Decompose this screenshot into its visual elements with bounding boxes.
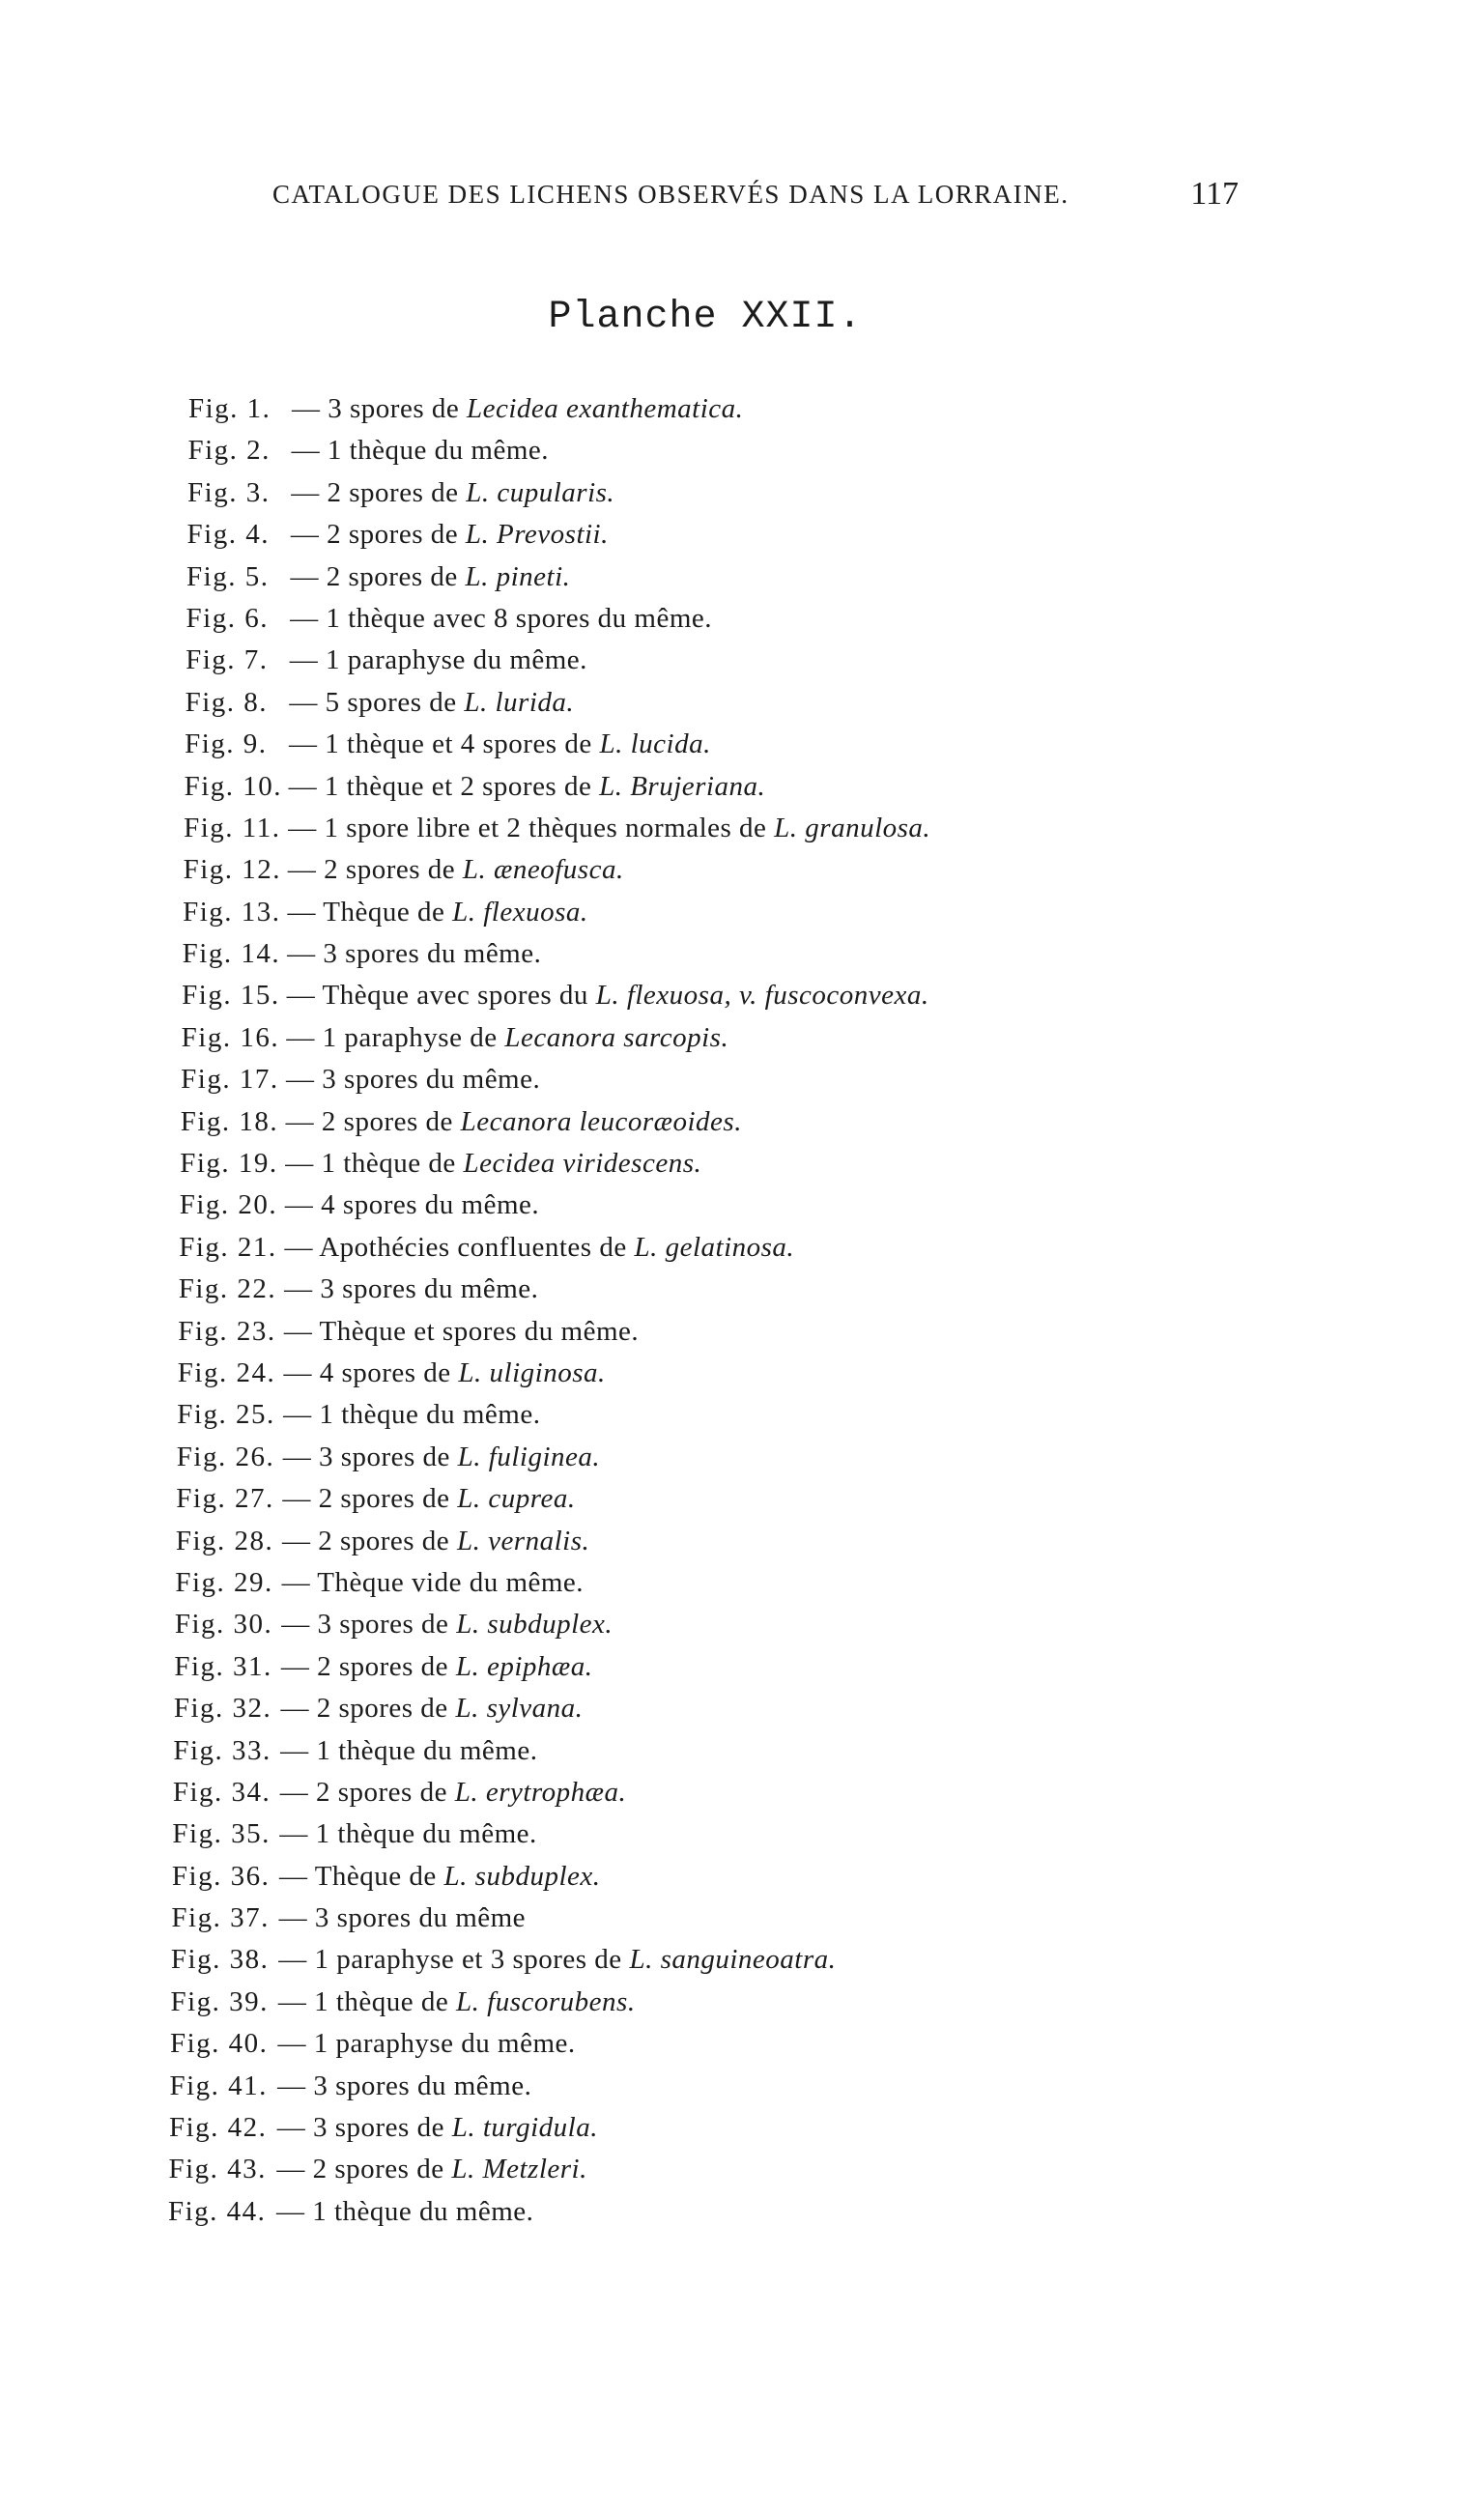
figure-description-text: — Thèque avec spores du	[286, 980, 596, 1012]
figure-description-text: — 4 spores du même.	[284, 1189, 540, 1221]
taxon-name: L. cuprea.	[457, 1483, 576, 1515]
figure-description	[292, 430, 549, 471]
figure-caption	[0, 2066, 1256, 2107]
figure-label: Fig. 4.	[186, 519, 270, 551]
figure-description-text: — 2 spores de	[285, 1105, 461, 1137]
figure-label: Fig. 29.	[175, 1566, 273, 1598]
figure-caption	[0, 2023, 1256, 2065]
taxon-name: L. æneofusca.	[462, 854, 624, 886]
figure-description	[278, 1939, 836, 1981]
figure-description-text: — 1 thèque du même.	[291, 435, 550, 467]
figure-label: Fig. 44.	[168, 2195, 267, 2227]
figure-description-text: — 3 spores de	[276, 2112, 452, 2144]
figure-label: Fig. 30.	[174, 1609, 273, 1641]
figure-caption	[0, 1562, 1256, 1604]
figure-caption	[0, 682, 1256, 724]
taxon-name: Lecanora leucoræoides.	[460, 1105, 742, 1137]
figure-description-text: — 2 spores de	[291, 476, 467, 508]
figure-description-text: — 2 spores de	[279, 1776, 455, 1808]
taxon-name: L. sylvana.	[455, 1693, 584, 1725]
figure-description	[288, 849, 624, 891]
figure-description	[278, 1982, 636, 2023]
figure-caption	[0, 724, 1256, 765]
figure-description	[283, 1437, 600, 1478]
figure-caption	[0, 1101, 1256, 1143]
figure-caption	[0, 557, 1256, 598]
figure-description-text: — 3 spores du même	[278, 1902, 527, 1934]
figure-description-text: — 2 spores de	[287, 854, 463, 886]
figure-description-text: — 1 paraphyse de	[286, 1021, 505, 1053]
figure-caption	[0, 1185, 1256, 1226]
figure-label: Fig. 15.	[182, 980, 280, 1012]
figure-label: Fig. 33.	[173, 1734, 271, 1766]
figure-description	[279, 1856, 601, 1898]
running-title: CATALOGUE DES LICHENS OBSERVÉS DANS LA LORRAINE.	[272, 180, 1070, 209]
taxon-name: L. lurida.	[464, 686, 575, 718]
figure-label: Fig. 35.	[172, 1818, 271, 1850]
taxon-name: Lecanora sarcopis.	[504, 1021, 729, 1053]
figure-description	[282, 1521, 589, 1562]
figure-caption	[0, 1143, 1256, 1185]
figure-caption	[0, 1688, 1256, 1729]
taxon-name: L. fuliginea.	[457, 1441, 601, 1472]
figure-description	[279, 1813, 536, 1855]
figure-caption	[0, 2191, 1256, 2233]
taxon-name: L. granulosa.	[774, 812, 931, 843]
figure-description	[284, 1269, 538, 1310]
figure-caption	[0, 640, 1256, 681]
figure-description	[281, 1646, 593, 1688]
figure-description-text: — 3 spores du même.	[277, 2070, 532, 2101]
figure-caption	[0, 1646, 1256, 1688]
taxon-name: L. Metzleri.	[451, 2154, 587, 2185]
figure-description	[286, 1059, 540, 1100]
figure-description-text: — 1 paraphyse et 3 spores de	[278, 1944, 630, 1976]
figure-label: Fig. 31.	[174, 1650, 272, 1682]
figure-label: Fig. 10.	[184, 770, 283, 802]
figure-caption	[0, 1311, 1256, 1353]
figure-label: Fig. 28.	[175, 1525, 274, 1556]
figure-caption	[0, 1939, 1256, 1981]
figure-caption	[0, 975, 1256, 1016]
figure-label: Fig. 6.	[186, 602, 269, 634]
figure-label: Fig. 20.	[179, 1189, 278, 1221]
figure-description-text: — Thèque et spores du même.	[283, 1315, 640, 1347]
figure-description-text: — 2 spores de	[280, 1650, 456, 1682]
taxon-name: L. sanguineoatra.	[629, 1944, 837, 1976]
figure-description-text: — 2 spores de	[290, 560, 466, 592]
taxon-name: L. subduplex.	[443, 1860, 601, 1892]
figure-label: Fig. 37.	[171, 1902, 270, 1934]
figure-description-text: — 1 thèque du même.	[276, 2195, 534, 2227]
figure-description	[287, 975, 929, 1016]
taxon-name: Lecidea viridescens.	[463, 1148, 702, 1180]
figure-description-text: — 2 spores de	[281, 1525, 457, 1556]
figure-caption	[0, 808, 1256, 849]
figure-description-text: — 1 thèque et 4 spores de	[289, 728, 600, 760]
figure-description	[280, 1772, 627, 1813]
figure-label: Fig. 9.	[185, 728, 268, 760]
figure-caption	[0, 2149, 1256, 2190]
figure-caption	[0, 472, 1256, 514]
figure-description	[283, 1394, 540, 1436]
figure-description-text: — 1 thèque avec 8 spores du même.	[290, 602, 712, 634]
figure-caption	[0, 1227, 1256, 1269]
figure-description-text: — 3 spores de	[292, 393, 467, 424]
figure-description	[288, 808, 930, 849]
figure-caption	[0, 1394, 1256, 1436]
figure-label: Fig. 14.	[182, 938, 281, 970]
figure-caption	[0, 1059, 1256, 1100]
figure-description-text: — 3 spores du même.	[287, 938, 542, 970]
figure-description	[289, 724, 711, 765]
figure-label: Fig. 26.	[176, 1441, 275, 1472]
figure-description-text: — 3 spores du même.	[286, 1064, 541, 1096]
figure-caption	[0, 1269, 1256, 1310]
figure-caption-list	[0, 388, 1256, 2233]
figure-caption	[0, 1982, 1256, 2023]
taxon-name: L. cupularis.	[466, 476, 615, 508]
figure-description	[279, 1898, 526, 1939]
figure-label: Fig. 40.	[169, 2028, 269, 2060]
figure-label: Fig. 36.	[171, 1860, 271, 1892]
figure-label: Fig. 3.	[187, 476, 271, 508]
page-number: 117	[1190, 176, 1239, 212]
taxon-name: L. pineti.	[465, 560, 571, 592]
figure-description	[282, 1562, 584, 1604]
figure-label: Fig. 7.	[186, 644, 269, 676]
figure-label: Fig. 11.	[184, 812, 281, 843]
figure-label: Fig. 16.	[181, 1021, 280, 1053]
figure-caption	[0, 1437, 1256, 1478]
figure-caption	[0, 598, 1256, 640]
figure-label: Fig. 42.	[168, 2112, 268, 2144]
figure-description	[283, 1353, 605, 1394]
figure-caption	[0, 514, 1256, 556]
figure-label: Fig. 23.	[178, 1315, 276, 1347]
figure-description-text: — 2 spores de	[290, 519, 466, 551]
figure-description-text: — 1 thèque et 2 spores de	[288, 770, 600, 802]
taxon-name: Lecidea exanthematica.	[466, 393, 744, 424]
taxon-name: L. Prevostii.	[465, 519, 609, 551]
taxon-name: L. subduplex.	[456, 1609, 614, 1641]
figure-description-text: — 1 paraphyse du même.	[289, 644, 587, 676]
figure-description	[277, 2023, 575, 2065]
taxon-name: L. turgidula.	[451, 2112, 598, 2144]
figure-caption	[0, 1353, 1256, 1394]
figure-label: Fig. 2.	[187, 435, 271, 467]
figure-description	[284, 1311, 639, 1353]
figure-description-text: — 2 spores de	[280, 1693, 456, 1725]
taxon-name: L. uliginosa.	[458, 1356, 606, 1388]
figure-description-text: — 2 spores de	[282, 1483, 458, 1515]
figure-caption	[0, 1017, 1256, 1059]
figure-description	[287, 933, 541, 975]
taxon-name: L. flexuosa.	[452, 896, 588, 928]
figure-label: Fig. 27.	[176, 1483, 274, 1515]
figure-description-text: — 4 spores de	[283, 1356, 459, 1388]
figure-label: Fig. 22.	[178, 1273, 277, 1305]
figure-label: Fig. 38.	[170, 1944, 270, 1976]
taxon-name: L. Brujeriana.	[599, 770, 766, 802]
figure-caption	[0, 766, 1256, 808]
taxon-name: L. fuscorubens.	[456, 1985, 636, 2017]
figure-description	[289, 682, 574, 724]
figure-description-text: — 1 paraphyse du même.	[277, 2028, 576, 2060]
figure-caption	[0, 388, 1256, 430]
figure-description	[286, 1101, 742, 1143]
figure-description	[276, 2149, 587, 2190]
figure-caption	[0, 892, 1256, 933]
figure-label: Fig. 41.	[169, 2070, 268, 2101]
figure-description	[282, 1478, 575, 1520]
figure-description	[290, 640, 587, 681]
figure-description-text: — 1 spore libre et 2 thèques normales de	[288, 812, 775, 843]
figure-caption	[0, 1856, 1256, 1898]
taxon-name: L. gelatinosa.	[634, 1231, 795, 1263]
figure-label: Fig. 8.	[185, 686, 269, 718]
figure-description	[276, 2191, 533, 2233]
figure-caption	[0, 1730, 1256, 1772]
figure-label: Fig. 12.	[183, 854, 282, 886]
taxon-name: L. erytrophæa.	[454, 1776, 627, 1808]
figure-label: Fig. 32.	[173, 1693, 272, 1725]
figure-description	[290, 598, 712, 640]
figure-description	[280, 1688, 583, 1729]
figure-description	[291, 557, 571, 598]
figure-description	[286, 1017, 728, 1059]
figure-description	[280, 1730, 537, 1772]
figure-caption	[0, 2107, 1256, 2149]
figure-description-text: — 1 thèque du même.	[280, 1734, 538, 1766]
figure-description-text: — 1 thèque de	[285, 1148, 464, 1180]
figure-label: Fig. 25.	[177, 1399, 275, 1431]
figure-description-text: — Apothécies confluentes de	[284, 1231, 635, 1263]
figure-caption	[0, 933, 1256, 975]
figure-caption	[0, 1772, 1256, 1813]
figure-label: Fig. 24.	[177, 1356, 276, 1388]
figure-caption	[0, 1898, 1256, 1939]
figure-description-text: — 3 spores de	[282, 1441, 458, 1472]
figure-description-text: — 5 spores de	[289, 686, 465, 718]
figure-description	[291, 472, 614, 514]
figure-label: Fig. 5.	[186, 560, 270, 592]
figure-label: Fig. 19.	[180, 1148, 278, 1180]
figure-description	[288, 892, 588, 933]
figure-label: Fig. 1.	[188, 393, 271, 424]
plate-title: Planche XXII.	[548, 296, 863, 339]
figure-description-text: — 1 thèque du même.	[279, 1818, 537, 1850]
figure-caption	[0, 430, 1256, 471]
figure-caption	[0, 849, 1256, 891]
figure-label: Fig. 17.	[181, 1064, 279, 1096]
figure-caption	[0, 1478, 1256, 1520]
figure-label: Fig. 43.	[168, 2154, 267, 2185]
figure-caption	[0, 1604, 1256, 1645]
figure-caption	[0, 1521, 1256, 1562]
figure-description	[285, 1185, 539, 1226]
figure-description-text: — 3 spores de	[281, 1609, 457, 1641]
figure-caption	[0, 1813, 1256, 1855]
figure-description	[281, 1604, 613, 1645]
running-head	[272, 170, 1239, 218]
figure-description-text: — 2 spores de	[276, 2154, 452, 2185]
figure-description	[277, 2107, 598, 2149]
figure-label: Fig. 34.	[172, 1776, 271, 1808]
figure-description	[291, 514, 609, 556]
figure-description	[289, 766, 766, 808]
figure-label: Fig. 18.	[180, 1105, 279, 1137]
figure-description	[277, 2066, 531, 2107]
taxon-name: L. lucida.	[599, 728, 711, 760]
figure-label: Fig. 21.	[179, 1231, 277, 1263]
figure-description	[292, 388, 743, 430]
figure-label: Fig. 13.	[183, 896, 281, 928]
taxon-name: L. vernalis.	[456, 1525, 590, 1556]
figure-description-text: — Thèque de	[287, 896, 453, 928]
taxon-name: L. epiphæa.	[455, 1650, 593, 1682]
figure-label: Fig. 39.	[170, 1985, 269, 2017]
taxon-name: L. flexuosa, v. fuscoconvexa.	[595, 980, 929, 1012]
figure-description	[285, 1143, 701, 1185]
figure-description-text: — Thèque de	[278, 1860, 444, 1892]
figure-description-text: — 1 thèque de	[277, 1985, 457, 2017]
figure-description	[285, 1227, 795, 1269]
figure-description-text: — 3 spores du même.	[284, 1273, 539, 1305]
figure-description-text: — 1 thèque du même.	[283, 1399, 541, 1431]
figure-description-text: — Thèque vide du même.	[281, 1566, 585, 1598]
